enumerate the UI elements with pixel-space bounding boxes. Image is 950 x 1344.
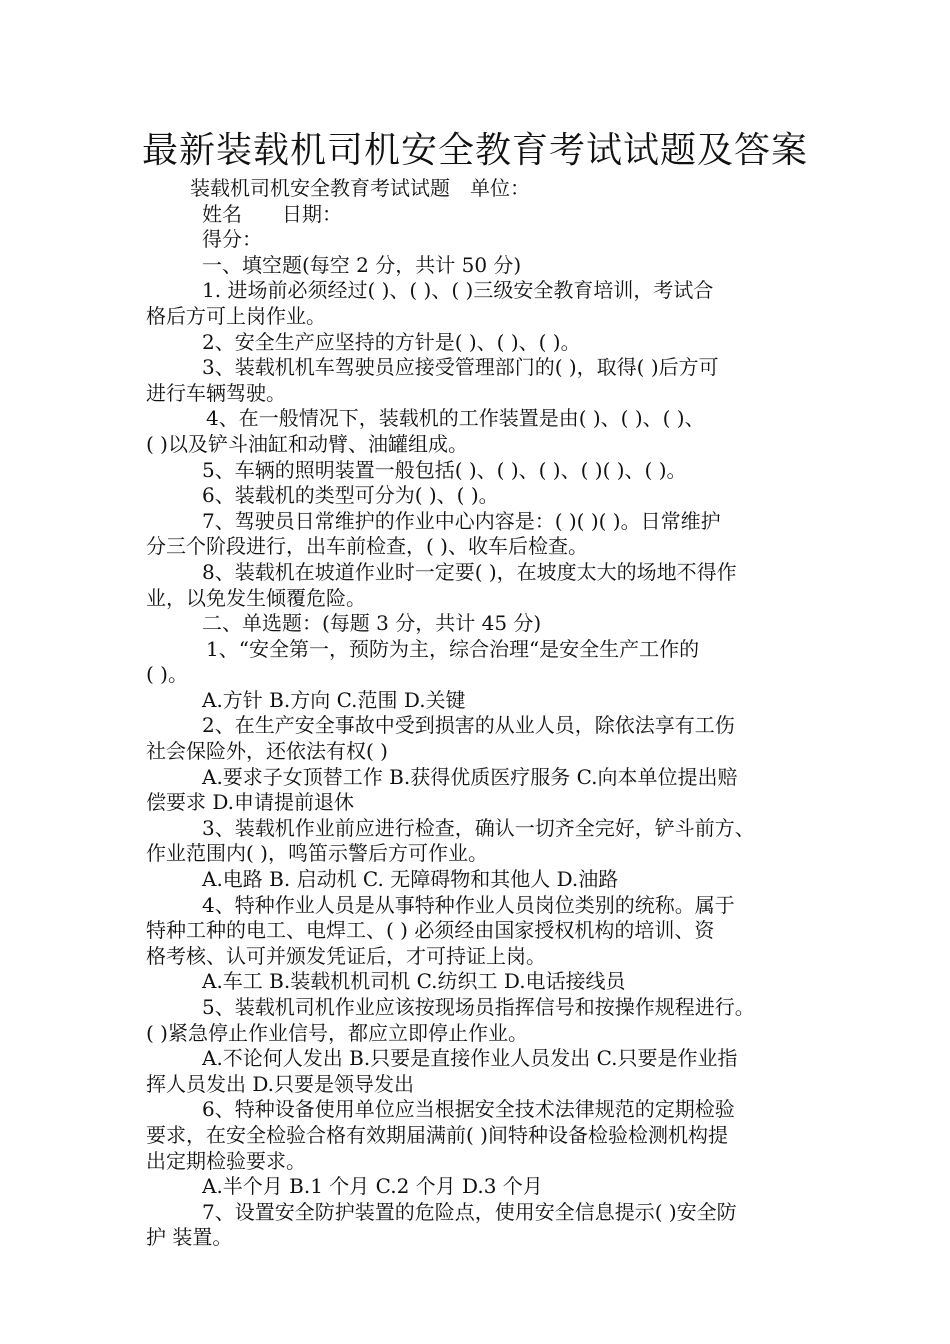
question-line: 7、设置安全防护装置的危险点，使用安全信息提示( )安全防	[202, 1199, 737, 1224]
score-line: 得分：	[202, 227, 262, 252]
question-line: 7、驾驶员日常维护的作业中心内容是：( )( )( )。日常维护	[202, 508, 721, 533]
question-line: 2、在生产安全事故中受到损害的从业人员，除依法享有工伤	[202, 713, 735, 738]
question-line: 1、“安全第一，预防为主，综合治理“是安全生产工作的	[206, 636, 700, 661]
question-line: 进行车辆驾驶。	[146, 380, 286, 405]
answer-options-line: 偿要求 D.申请提前退休	[146, 790, 355, 815]
question-line: 作业范围内( )，鸣笛示警后方可作业。	[146, 841, 488, 866]
question-line: 格考核、认可并颁发凭证后，才可持证上岗。	[146, 943, 546, 968]
question-line: 8、装载机在坡道作业时一定要( )，在坡度太大的场地不得作	[202, 559, 737, 584]
question-line: 要求，在安全检验合格有效期届满前( )间特种设备检验检测机构提	[146, 1122, 728, 1147]
question-line: 分三个阶段进行，出车前检查，( )、收车后检查。	[146, 534, 588, 559]
question-line: 5、装载机司机作业应该按现场员指挥信号和按操作规程进行。	[202, 995, 755, 1019]
question-line: 6、装载机的类型可分为( )、( )。	[202, 483, 499, 508]
answer-options-line: A.不论何人发出 B.只要是直接作业人员发出 C.只要是作业指	[202, 1046, 738, 1071]
question-line: ( )以及铲斗油缸和动臂、油罐组成。	[146, 431, 468, 456]
question-line: ( )紧急停止作业信号，都应立即停止作业。	[146, 1020, 528, 1045]
answer-options-line: A.电路 B. 启动机 C. 无障碍物和其他人 D.油路	[202, 867, 619, 892]
answer-options-line: A.方针 B.方向 C.范围 D.关键	[202, 687, 466, 712]
exam-header-line: 装载机司机安全教育考试试题 单位：	[190, 176, 530, 200]
question-line: 业，以免发生倾覆危险。	[146, 585, 366, 610]
question-line: 3、装载机机车驾驶员应接受管理部门的( )，取得( )后方可	[202, 355, 719, 380]
question-line: 格后方可上岗作业。	[146, 303, 326, 328]
answer-options-line: A.半个月 B.1 个月 C.2 个月 D.3 个月	[202, 1174, 543, 1199]
question-line: 1. 进场前必须经过( )、( )、( )三级安全教育培训，考试合	[202, 278, 714, 303]
question-line: 4、在一般情况下，装载机的工作装置是由( )、( )、( )、	[206, 406, 705, 431]
answer-options-line: A.要求子女顶替工作 B.获得优质医疗服务 C.向本单位提出赔	[202, 764, 738, 789]
question-line: 特种工种的电工、电焊工、( ) 必须经由国家授权机构的培训、资	[146, 918, 715, 943]
question-line: 4、特种作业人员是从事特种作业人员岗位类别的统称。属于	[202, 892, 735, 917]
question-line: 社会保险外，还依法有权( )	[146, 739, 388, 764]
question-line: 2、安全生产应坚持的方针是( )、( )、( )。	[202, 329, 581, 354]
document-body	[146, 176, 826, 1251]
section-heading-fill-blank: 一、填空题(每空 2 分，共计 50 分)	[202, 252, 522, 277]
name-date-line: 姓名 日期：	[202, 201, 342, 226]
section-heading-single-choice: 二、单选题：(每题 3 分，共计 45 分)	[202, 611, 542, 636]
question-line: 5、车辆的照明装置一般包括( )、( )、( )、( )( )、( )。	[202, 457, 687, 482]
document-title: 最新装载机司机安全教育考试试题及答案	[141, 130, 808, 171]
answer-options-line: 挥人员发出 D.只要是领导发出	[146, 1071, 415, 1096]
question-line: 3、装载机作业前应进行检查，确认一切齐全完好，铲斗前方、	[202, 815, 755, 840]
answer-options-line: A.车工 B.装载机机司机 C.纺织工 D.电话接线员	[202, 969, 626, 994]
question-line: 出定期检验要求。	[146, 1148, 306, 1173]
question-line: 6、特种设备使用单位应当根据安全技术法律规范的定期检验	[202, 1097, 735, 1122]
question-line: ( )。	[146, 662, 188, 687]
question-line: 护 装置。	[146, 1225, 233, 1250]
